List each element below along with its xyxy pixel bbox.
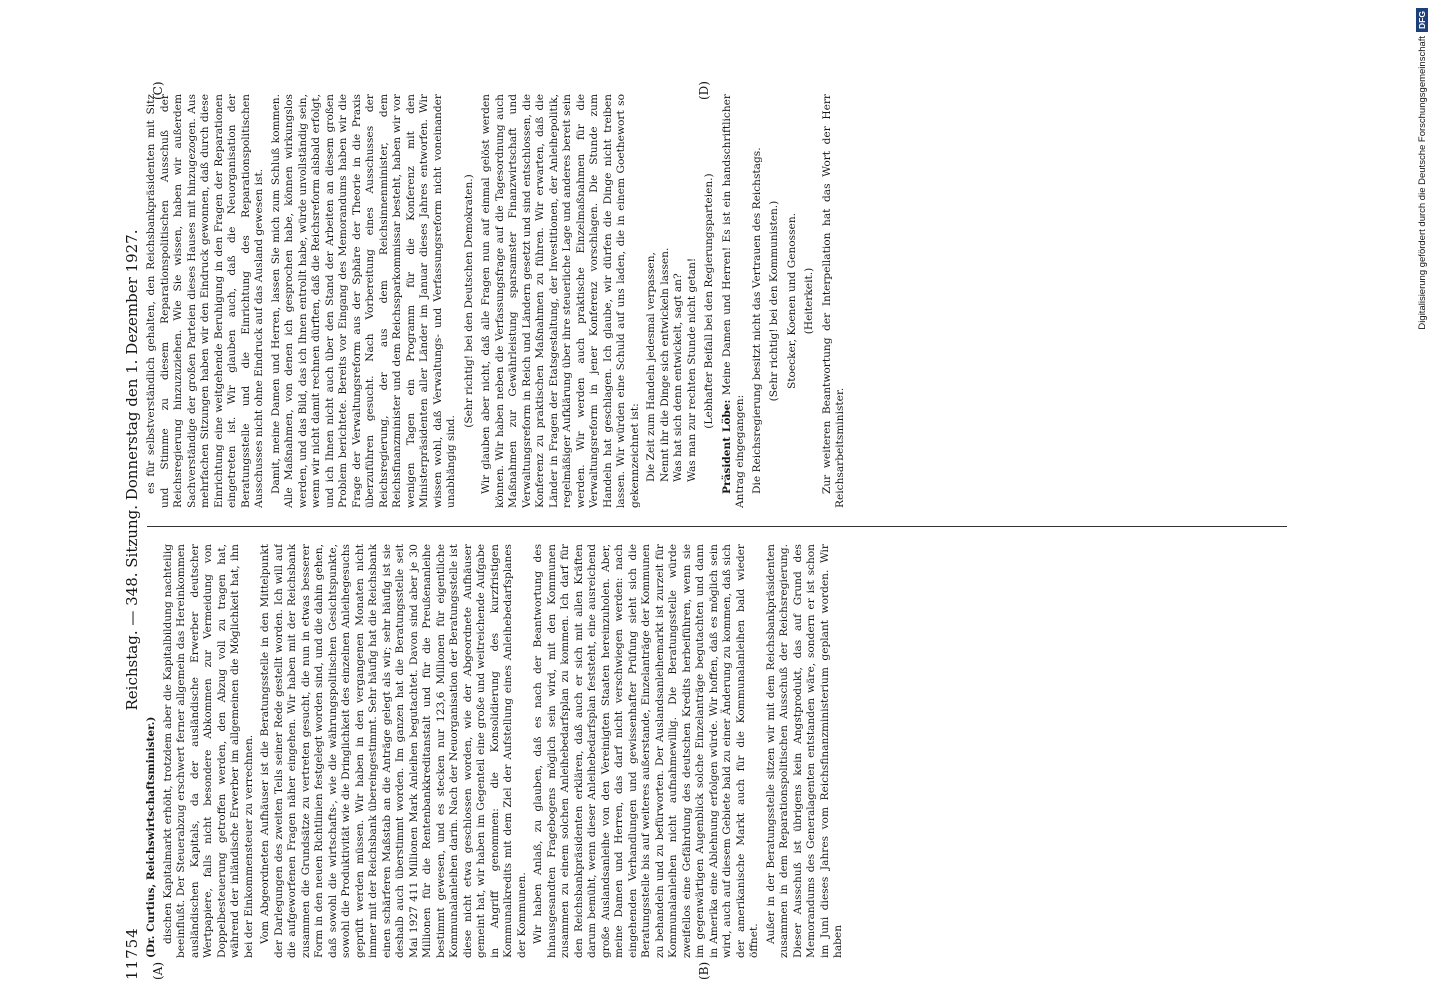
column-divider [147, 526, 1287, 527]
interjection: (Sehr richtig! bei den Kommunisten.) [768, 200, 780, 402]
motion-text: Die Reichsregierung besitzt nicht das Vertrauen des Reichstags. [750, 147, 763, 494]
president-name: Präsident Löbe: [720, 399, 733, 494]
page-number: 11754 [123, 927, 141, 980]
paragraph: Wir glauben aber nicht, daß alle Fragen nun auf einmal gelöst werden können. Wir haben neben die Verfassungsfrage auf die Tagesordnung auch Maßnahmen zur Gewährleistung sparsamster Finanzwirtschaft und Verwaltungsreform in Reich und Ländern gesetzt und sind entschlossen, die Konferenz zu praktischen Maßnahmen zu führen. Wir erwarten, daß die Länder in Fragen der Etatsgestaltung, der Investitionen, der Anleihepolitik, regelmäßiger Aufklärung über ihre steuerliche Lage und anderes bereit sein werden. Wir werden auch praktische Einzelmaßnahmen für die Verwaltungsreform in jener Konferenz vorschlagen. Die Stunde zum Handeln hat geschlagen. Ich glaube, wir dürfen die Dinge nicht treiben lassen. Wir würden eine Schuld auf uns laden, die in einem Goethewort so gekennzeichnet ist: [480, 94, 641, 508]
paragraph: dischen Kapitalmarkt erhöht, trotzdem aber die Kapitalbildung nachteilig beeinflußt. Der Steuerabzug erschwert ferner allgemein das Hereinkommen ausländischen Kapitals, da der ausländische Erwerber deutscher Wertpapiere, falls nicht besondere Abkommen zur Vermeidung von Doppelbesteuerung getroffen werden, den Abzug voll zu tragen hat, während der inländische Erwerber im allgemeinen die Möglichkeit hat, ihn bei der Einkommensteuer zu verrechnen. [161, 544, 255, 958]
paragraph: Außer in der Beratungsstelle sitzen wir mit dem Reichsbankpräsidenten zusammen in dem Reparationspolitischen Ausschuß der Reichsregierung. Dieser Ausschuß ist übrigens kein Angstprodukt, das auf Grund des Memorandums des Generalagenten entstanden wäre, sondern er ist schon im Juni dieses Jahres vom Reichsfinanzministerium geplant worden. Wir haben [764, 544, 844, 958]
right-column [145, 94, 1290, 508]
running-title: Reichstag. — 348. Sitzung. Donnerstag den 1. Dezember 1927. [123, 229, 141, 711]
signatories: Stoecker, Koenen und Genossen. [785, 212, 798, 390]
margin-mark-d: (D) [697, 81, 711, 100]
credit-text: Digitalisierung gefördert durch die Deutsche Forschungsgemeinschaft [1416, 35, 1428, 330]
paragraph: Vom Abgeordneten Aufhäuser ist die Beratungsstelle in den Mittelpunkt der Darlegungen des zweiten Teils seiner Rede gestellt worden. Ich will auf die aufgeworfenen Fragen näher eingehen. Wir haben mit der Reichsbank zusammen die Grundsätze zu vertreten gesucht, die nun in etwas besserer Form in den neuen Richtlinien festgelegt worden sind, und die dahin gehen, daß sowohl die wirtschafts-, wie die währungspolitischen Gesichtspunkte, sowohl die Produktivität wie die Dringlichkeit des einzelnen Anleihegesuchs geprüft werden müssen. Wir haben in den vergangenen Monaten nicht immer mit der Reichsbank übereingestimmt. Sehr häufig hat die Reichsbank einen schärferen Maßstab an die Anträge gelegt als wir; sehr häufig ist sie deshalb auch überstimmt worden. Im ganzen hat die Beratungsstelle seit Mai 1927 411 Millionen Mark Anleihen begutachtet. Davon sind aber je 30 Millionen für die Rentenbankkreditanstalt und für die Preußenanleihe bestimmt gewesen, und es stecken nur 123,6 Millionen für eigentliche Kommunalanleihen darin. Nach der Neuorganisation der Beratungsstelle ist diese nicht etwa geschlossen worden, wie der Abgeordnete Aufhäuser gemeint hat, wir haben im Gegenteil eine große und weitreichende Aufgabe in Angriff genommen: die Konsolidierung des kurzfristigen Kommunalkredits mit dem Ziel der Aufstellung eines Anleihebedarfsplanes der Kommunen. [259, 544, 528, 958]
margin-mark-b: (B) [697, 961, 711, 980]
interjection: (Heiterkeit.) [803, 267, 815, 335]
paragraph: es für selbstverständlich gehalten, den Reichsbankpräsidenten mit Sitz und Stimme zu diesem Reparationspolitischen Ausschuß der Reichsregierung hinzuzuziehen. Wie Sie wissen, haben wir außerdem Sachverständige der großen Parteien dieses Hauses mit hinzugezogen. Aus mehrfachen Sitzungen haben wir den Eindruck gewonnen, daß durch diese Einrichtung eine weitgehende Beruhigung in den Fragen der Reparationen eingetreten ist. Wir glauben auch, daß die Neuorganisation der Beratungsstelle und die Einrichtung des Reparationspolitischen Ausschusses nicht ohne Eindruck auf das Ausland gewesen ist. [145, 94, 265, 508]
page-rotated-content [117, 80, 1297, 980]
left-column [145, 544, 1290, 958]
president-text: Meine Damen und Herren! Es ist ein handschriftlicher Antrag eingegangen: [720, 94, 746, 508]
quote-line: Was hat sich denn entwickelt, sagt an? [672, 273, 684, 482]
paragraph: Damit, meine Damen und Herren, lassen Sie mich zum Schluß kommen. Alle Maßnahmen, von denen ich gesprochen habe, können wirkungslos werden, und das Bild, das ich Ihnen entrollt habe, würde unvollständig sein, wenn wir nicht damit rechnen dürften, daß die Reichsreform alsbald erfolgt, und ich Ihnen nicht auch über den Stand der Arbeiten an diesem großen Problem berichtete. Bereits vor Eingang des Memorandums haben wir die Frage der Verwaltungsreform aus der Sphäre der Theorie in die Praxis überzuführen gesucht. Nach Vorbereitung eines Ausschusses der Reichsregierung, der aus dem Reichsinnenminister, dem Reichsfinanzminister und dem Reichssparkommissar besteht, haben wir vor wenigen Tagen ein Programm für die Konferenz mit den Ministerpräsidenten aller Länder im Januar dieses Jahres entworfen. Wir wissen wohl, daß Verwaltungs- und Verfassungsreform nicht voneinander unabhängig sind. [269, 94, 457, 508]
credit-strip [1410, 8, 1434, 992]
margin-mark-c: (C) [151, 81, 165, 100]
quote-line: Nennt ihr die Dinge sich entwickeln lassen. [658, 247, 671, 482]
scanned-page [117, 80, 1297, 980]
margin-mark-a: (A) [151, 961, 165, 980]
paragraph: Wir haben Anlaß, zu glauben, daß es nach der Beantwortung des hinausgesandten Fragebogens möglich sein wird, mit den Kommunen zusammen zu einem solchen Anleihebedarfsplan zu kommen. Ich darf für den Reichsbankpräsidenten erklären, daß auch er sich mit allen Kräften darum bemüht, wenn dieser Anleihebedarfsplan feststeht, eine ausreichend große Auslandsanleihe von den Vereinigten Staaten hereinzuholen. Aber, meine Damen und Herren, das darf nicht verschwiegen werden: nach eingehenden Verhandlungen und gewissenhafter Prüfung sieht sich die Beratungsstelle bis auf weiteres außerstande, Einzelanträge der Kommunen zu behandeln und zu befürworten. Der Auslandsanleihemarkt ist zurzeit für Kommunalanleihen nicht aufnahmewillig. Die Beratungsstelle würde zweifellos eine Gefährdung des deutschen Kredits herbeiführen, wenn sie im gegenwärtigen Augenblick solche Einzelanträge begutachten und dann in Amerika eine Ablehnung erfolgen würde. Wir hoffen, daß es möglich sein wird, auch auf diesem Gebiete bald zu einer Änderung zu kommen, daß sich der amerikanische Markt auch für die Kommunalanleihen bald wieder öffnet. [532, 544, 760, 958]
paragraph: Zur weiteren Beantwortung der Interpellation hat das Wort der Herr Reichsarbeitsminister. [820, 94, 846, 508]
page-header [117, 80, 143, 980]
president-paragraph [721, 94, 748, 508]
dfg-logo: DFG [1416, 8, 1428, 32]
quote-line: Die Zeit zum Handeln jedesmal verpassen, [645, 252, 657, 482]
credit-rotated [1410, 8, 1434, 992]
interjection: (Lebhafter Beifall bei den Regierungsparteien.) [703, 173, 715, 429]
interjection: (Sehr richtig! bei den Deutschen Demokraten.) [462, 174, 475, 428]
quote-line: Was man zur rechten Stunde nicht getan! [685, 257, 698, 482]
speaker-label: (Dr. Curtius, Reichswirtschaftsminister.) [145, 716, 157, 958]
